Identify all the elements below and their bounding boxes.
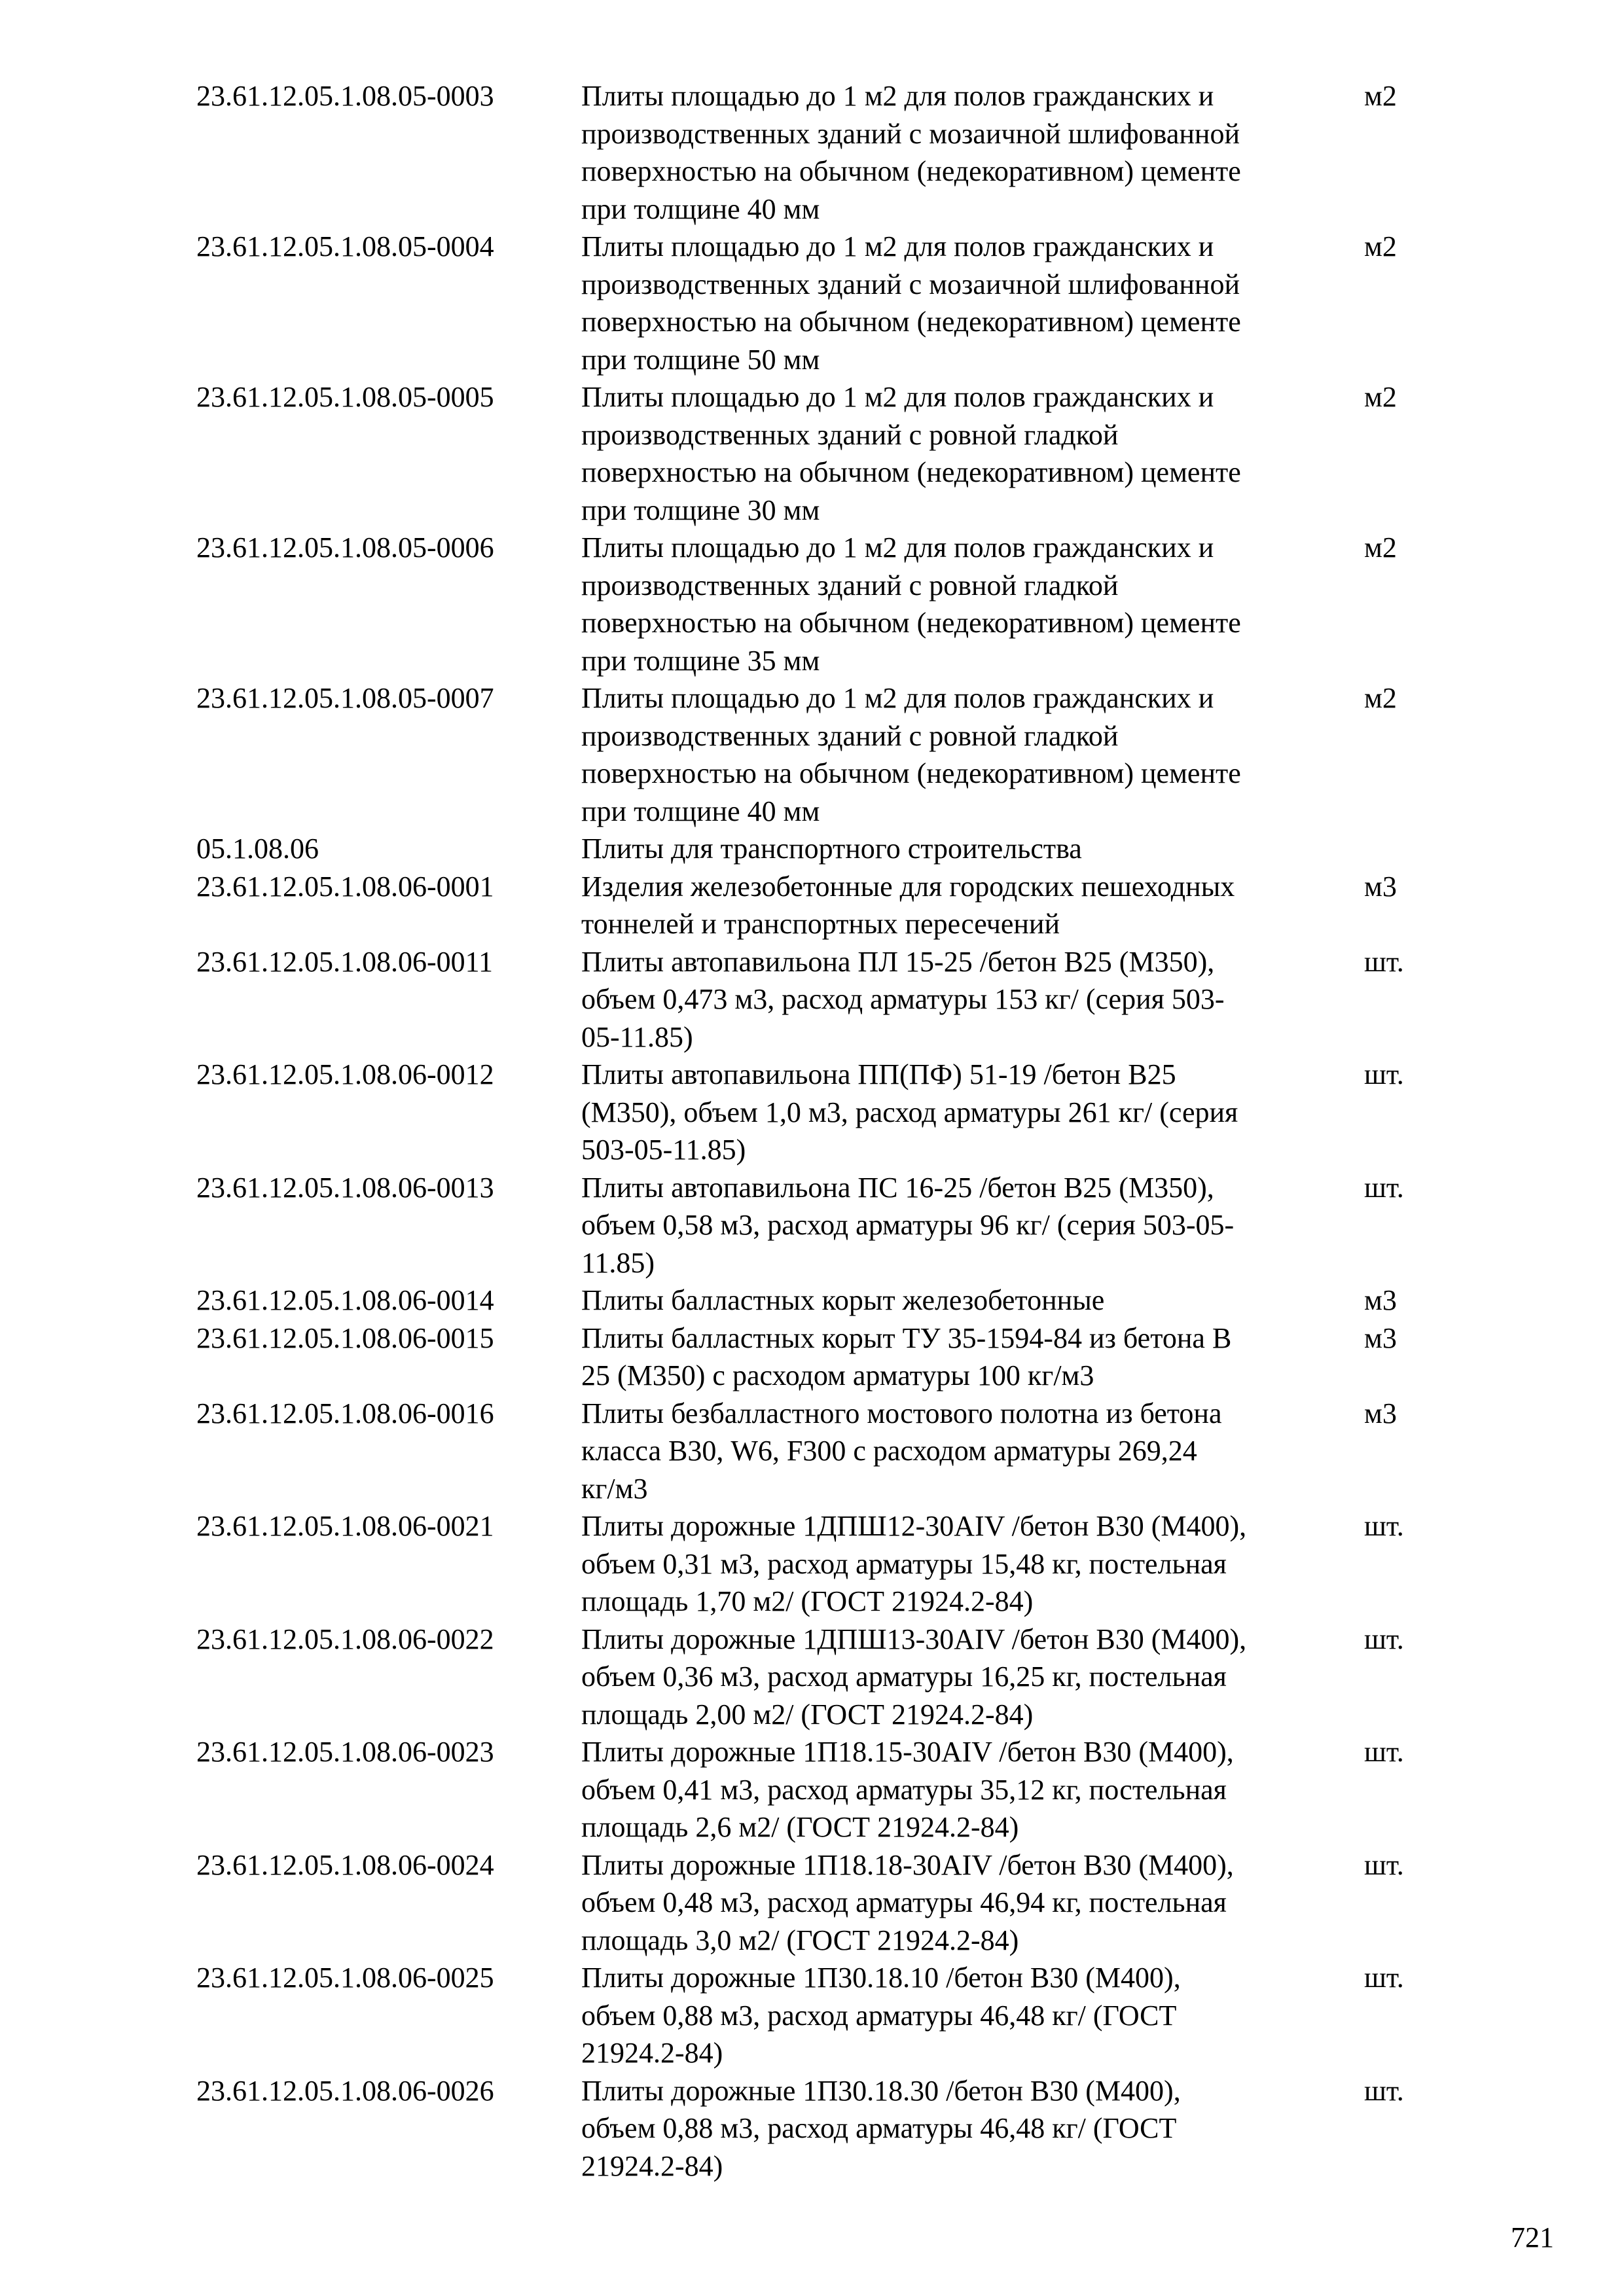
row-unit: шт. xyxy=(1364,1848,1404,1881)
row-unit: м2 xyxy=(1364,531,1397,564)
row-unit: шт. xyxy=(1364,1962,1404,1994)
table-row xyxy=(196,1621,1440,1734)
row-unit: шт. xyxy=(1364,1058,1404,1090)
row-code: 23.61.12.05.1.08.06-0023 xyxy=(196,1736,494,1768)
table-row xyxy=(196,1733,1440,1846)
table-row xyxy=(196,1169,1440,1282)
row-description: Плиты дорожные 1ДПШ12-30AIV /бетон В30 (М400), объем 0,31 м3, расход арматуры 15,48 кг, постельная площадь 1,70 м2/ (ГОСТ 21924.2-84) xyxy=(581,1510,1247,1617)
table-row xyxy=(196,1319,1440,1395)
table-row xyxy=(196,1056,1440,1169)
row-code: 23.61.12.05.1.08.06-0021 xyxy=(196,1510,494,1542)
table-row xyxy=(196,1846,1440,1960)
row-description: Плиты безбалластного мостового полотна из бетона класса В30, W6, F300 с расходом арматуры 269,24 кг/м3 xyxy=(581,1397,1222,1505)
row-description: Плиты автопавильона ПП(ПФ) 51-19 /бетон В25 (М350), объем 1,0 м3, расход арматуры 261 кг/ (серия 503-05-11.85) xyxy=(581,1058,1238,1166)
row-code: 23.61.12.05.1.08.06-0001 xyxy=(196,870,494,903)
row-description: Плиты площадью до 1 м2 для полов гражданских и производственных зданий с ровной гладкой поверхностью на обычном (недекоративном) цементе при толщине 30 мм xyxy=(581,381,1241,526)
row-unit: м3 xyxy=(1364,1284,1397,1316)
row-code: 23.61.12.05.1.08.06-0016 xyxy=(196,1397,494,1429)
row-code: 23.61.12.05.1.08.06-0022 xyxy=(196,1623,494,1655)
row-code: 23.61.12.05.1.08.06-0011 xyxy=(196,945,494,978)
row-code: 23.61.12.05.1.08.05-0004 xyxy=(196,230,494,262)
table-row xyxy=(196,943,1440,1056)
table-row xyxy=(196,228,1440,378)
table-row xyxy=(196,868,1440,943)
row-code: 23.61.12.05.1.08.06-0024 xyxy=(196,1848,494,1881)
table-row xyxy=(196,77,1440,228)
table-row xyxy=(196,1282,1440,1319)
row-description: Плиты дорожные 1П18.15-30AIV /бетон В30 (М400), объем 0,41 м3, расход арматуры 35,12 кг, постельная площадь 2,6 м2/ (ГОСТ 21924.2-84) xyxy=(581,1736,1234,1843)
row-code: 23.61.12.05.1.08.05-0007 xyxy=(196,682,494,714)
row-unit: м3 xyxy=(1364,1397,1397,1429)
section-heading-row xyxy=(196,830,1440,868)
row-unit: м3 xyxy=(1364,1321,1397,1354)
row-description: Плиты автопавильона ПС 16-25 /бетон В25 (М350), объем 0,58 м3, расход арматуры 96 кг/ (серия 503-05- 11.85) xyxy=(581,1171,1235,1279)
row-unit: м2 xyxy=(1364,381,1397,413)
row-unit: м3 xyxy=(1364,870,1397,903)
row-description: Плиты дорожные 1П18.18-30AIV /бетон В30 (М400), объем 0,48 м3, расход арматуры 46,94 кг, постельная площадь 3,0 м2/ (ГОСТ 21924.2-84) xyxy=(581,1848,1234,1956)
row-code: 23.61.12.05.1.08.05-0005 xyxy=(196,381,494,413)
row-code: 23.61.12.05.1.08.05-0006 xyxy=(196,531,494,564)
row-code: 23.61.12.05.1.08.06-0026 xyxy=(196,2074,494,2107)
row-unit: шт. xyxy=(1364,1171,1404,1204)
row-description: Плиты площадью до 1 м2 для полов гражданских и производственных зданий с мозаичной шлифованной поверхностью на обычном (недекоративном) цементе при толщине 40 мм xyxy=(581,80,1241,225)
row-code: 23.61.12.05.1.08.06-0014 xyxy=(196,1284,494,1316)
row-unit: шт. xyxy=(1364,2074,1404,2107)
row-code: 23.61.12.05.1.08.06-0025 xyxy=(196,1962,494,1994)
table-row xyxy=(196,1395,1440,1508)
table-row xyxy=(196,679,1440,830)
page-number: 721 xyxy=(1511,2221,1554,2253)
table-row xyxy=(196,378,1440,529)
row-unit: м2 xyxy=(1364,682,1397,714)
row-description: Плиты автопавильона ПЛ 15-25 /бетон В25 (М350), объем 0,473 м3, расход арматуры 153 кг/ (серия 503- 05-11.85) xyxy=(581,945,1225,1053)
section-code: 05.1.08.06 xyxy=(196,833,319,865)
row-description: Плиты дорожные 1П30.18.30 /бетон В30 (М400), объем 0,88 м3, расход арматуры 46,48 кг/ (ГОСТ 21924.2-84) xyxy=(581,2074,1181,2182)
table-row xyxy=(196,2072,1440,2185)
row-code: 23.61.12.05.1.08.06-0013 xyxy=(196,1171,494,1204)
row-description: Плиты балластных корыт железобетонные xyxy=(581,1284,1105,1316)
row-code: 23.61.12.05.1.08.06-0012 xyxy=(196,1058,494,1090)
row-unit: м2 xyxy=(1364,230,1397,262)
row-unit: шт. xyxy=(1364,945,1404,978)
row-code: 23.61.12.05.1.08.05-0003 xyxy=(196,80,494,112)
row-description: Изделия железобетонные для городских пешеходных тоннелей и транспортных пересечений xyxy=(581,870,1235,940)
row-description: Плиты площадью до 1 м2 для полов гражданских и производственных зданий с ровной гладкой поверхностью на обычном (недекоративном) цементе при толщине 35 мм xyxy=(581,531,1241,677)
row-description: Плиты площадью до 1 м2 для полов гражданских и производственных зданий с ровной гладкой поверхностью на обычном (недекоративном) цементе при толщине 40 мм xyxy=(581,682,1241,827)
row-unit: м2 xyxy=(1364,80,1397,112)
row-description: Плиты дорожные 1П30.18.10 /бетон В30 (М400), объем 0,88 м3, расход арматуры 46,48 кг/ (ГОСТ 21924.2-84) xyxy=(581,1962,1181,2069)
row-unit: шт. xyxy=(1364,1623,1404,1655)
table-row xyxy=(196,529,1440,679)
catalog-table xyxy=(196,77,1440,2185)
table-row xyxy=(196,1507,1440,1621)
section-title: Плиты для транспортного строительства xyxy=(581,833,1082,865)
row-unit: шт. xyxy=(1364,1736,1404,1768)
row-description: Плиты дорожные 1ДПШ13-30AIV /бетон В30 (М400), объем 0,36 м3, расход арматуры 16,25 кг, постельная площадь 2,00 м2/ (ГОСТ 21924.2-84) xyxy=(581,1623,1247,1731)
row-unit: шт. xyxy=(1364,1510,1404,1542)
table-row xyxy=(196,1959,1440,2072)
row-description: Плиты балластных корыт ТУ 35-1594-84 из бетона В 25 (М350) с расходом арматуры 100 кг/м3 xyxy=(581,1321,1232,1391)
row-code: 23.61.12.05.1.08.06-0015 xyxy=(196,1321,494,1354)
row-description: Плиты площадью до 1 м2 для полов гражданских и производственных зданий с мозаичной шлифованной поверхностью на обычном (недекоративном) цементе при толщине 50 мм xyxy=(581,230,1241,376)
